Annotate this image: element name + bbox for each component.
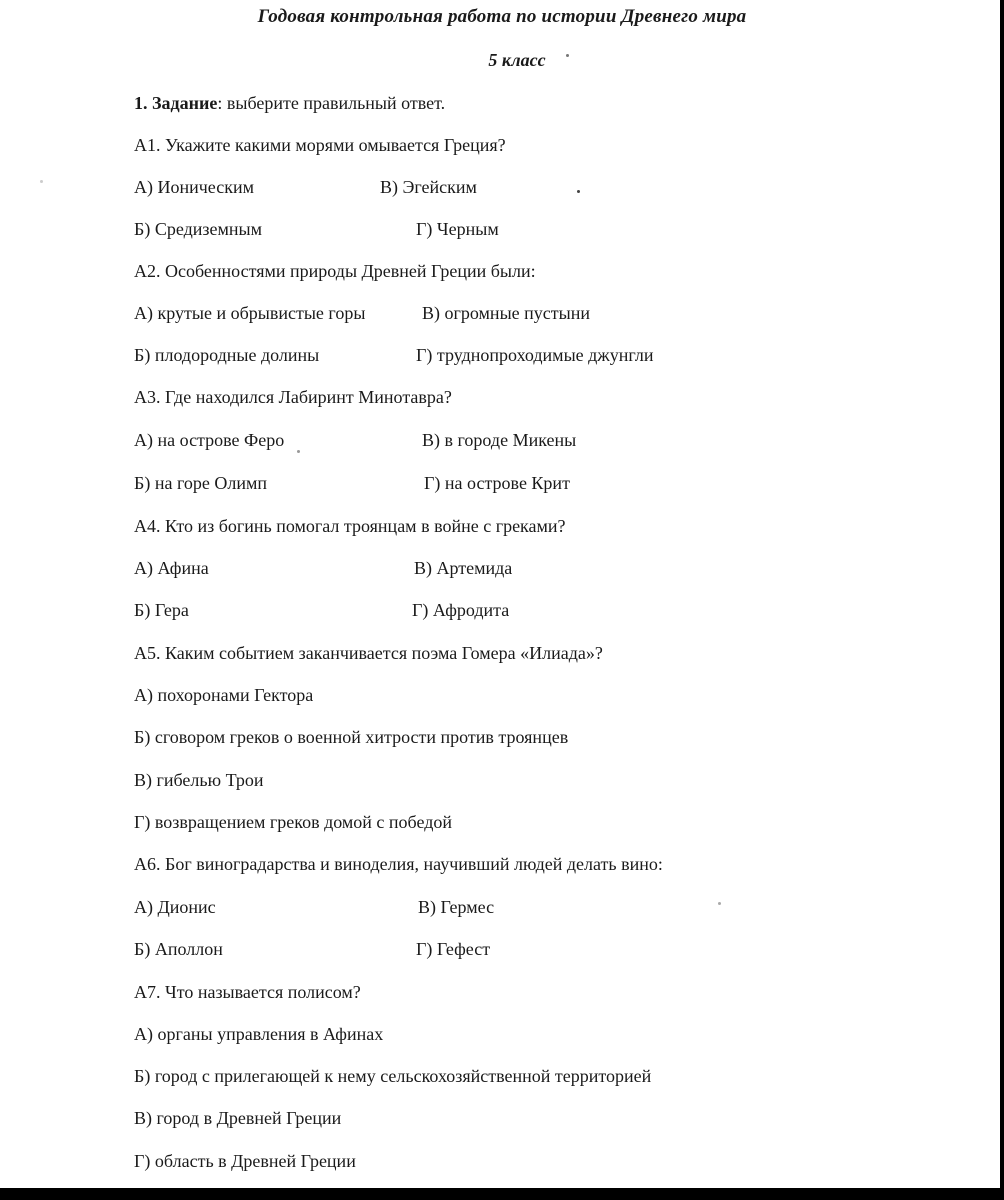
question-a3: А3. Где находился Лабиринт Минотавра? [134, 387, 452, 407]
option-a3-v: В) в городе Микены [422, 430, 577, 450]
option-a6-v: В) Гермес [418, 897, 495, 917]
scan-speck [566, 54, 569, 57]
question-a1: А1. Укажите какими морями омывается Греция? [134, 135, 506, 155]
scan-speck [297, 450, 300, 453]
option-a1-a: А) Ионическим [134, 177, 255, 197]
option-a5-b: Б) сговором греков о военной хитрости против троянцев [134, 727, 569, 747]
option-a7-g: Г) область в Древней Греции [134, 1151, 356, 1171]
option-a5-g: Г) возвращением греков домой с победой [134, 812, 452, 832]
scan-speck [718, 902, 721, 905]
option-a1-v: В) Эгейским [380, 177, 477, 197]
option-a6-b: Б) Аполлон [134, 939, 223, 959]
option-a6-a: А) Дионис [134, 897, 216, 917]
option-a4-a: А) Афина [134, 558, 209, 578]
option-a5-a: А) похоронами Гектора [134, 685, 314, 705]
question-a6: А6. Бог виноградарства и виноделия, научивший людей делать вино: [134, 854, 663, 874]
scan-border-right [1000, 0, 1004, 1200]
option-a4-v: В) Артемида [414, 558, 513, 578]
option-a1-g: Г) Черным [416, 219, 499, 239]
question-a7: А7. Что называется полисом? [134, 982, 361, 1002]
question-a5: А5. Каким событием заканчивается поэма Гомера «Илиада»? [134, 643, 603, 663]
option-a7-b: Б) город с прилегающей к нему сельскохозяйственной территорией [134, 1066, 652, 1086]
task-header [134, 93, 445, 114]
option-a3-g: Г) на острове Крит [424, 473, 570, 493]
option-a4-b: Б) Гера [134, 600, 189, 620]
question-a2: А2. Особенностями природы Древней Греции были: [134, 261, 536, 281]
task-number: 1. Задание [134, 93, 218, 113]
option-a2-b: Б) плодородные долины [134, 345, 320, 365]
document-title: Годовая контрольная работа по истории Древнего мира [257, 6, 747, 27]
option-a2-g: Г) труднопроходимые джунгли [416, 345, 654, 365]
scan-speck [40, 180, 43, 183]
question-a4: А4. Кто из богинь помогал троянцам в войне с греками? [134, 516, 566, 536]
option-a3-b: Б) на горе Олимп [134, 473, 268, 493]
task-instruction: : выберите правильный ответ. [217, 93, 446, 113]
option-a1-b: Б) Средиземным [134, 219, 262, 239]
option-a2-v: В) огромные пустыни [422, 303, 590, 323]
scan-speck [577, 190, 580, 193]
option-a4-g: Г) Афродита [412, 600, 510, 620]
scan-border-bottom [0, 1188, 1004, 1200]
option-a5-v: В) гибелью Трои [134, 770, 264, 790]
grade-label: 5 класс [488, 50, 546, 70]
option-a2-a: А) крутые и обрывистые горы [134, 303, 366, 323]
option-a7-a: А) органы управления в Афинах [134, 1024, 384, 1044]
option-a7-v: В) город в Древней Греции [134, 1108, 342, 1128]
option-a3-a: А) на острове Феро [134, 430, 285, 450]
option-a6-g: Г) Гефест [416, 939, 491, 959]
